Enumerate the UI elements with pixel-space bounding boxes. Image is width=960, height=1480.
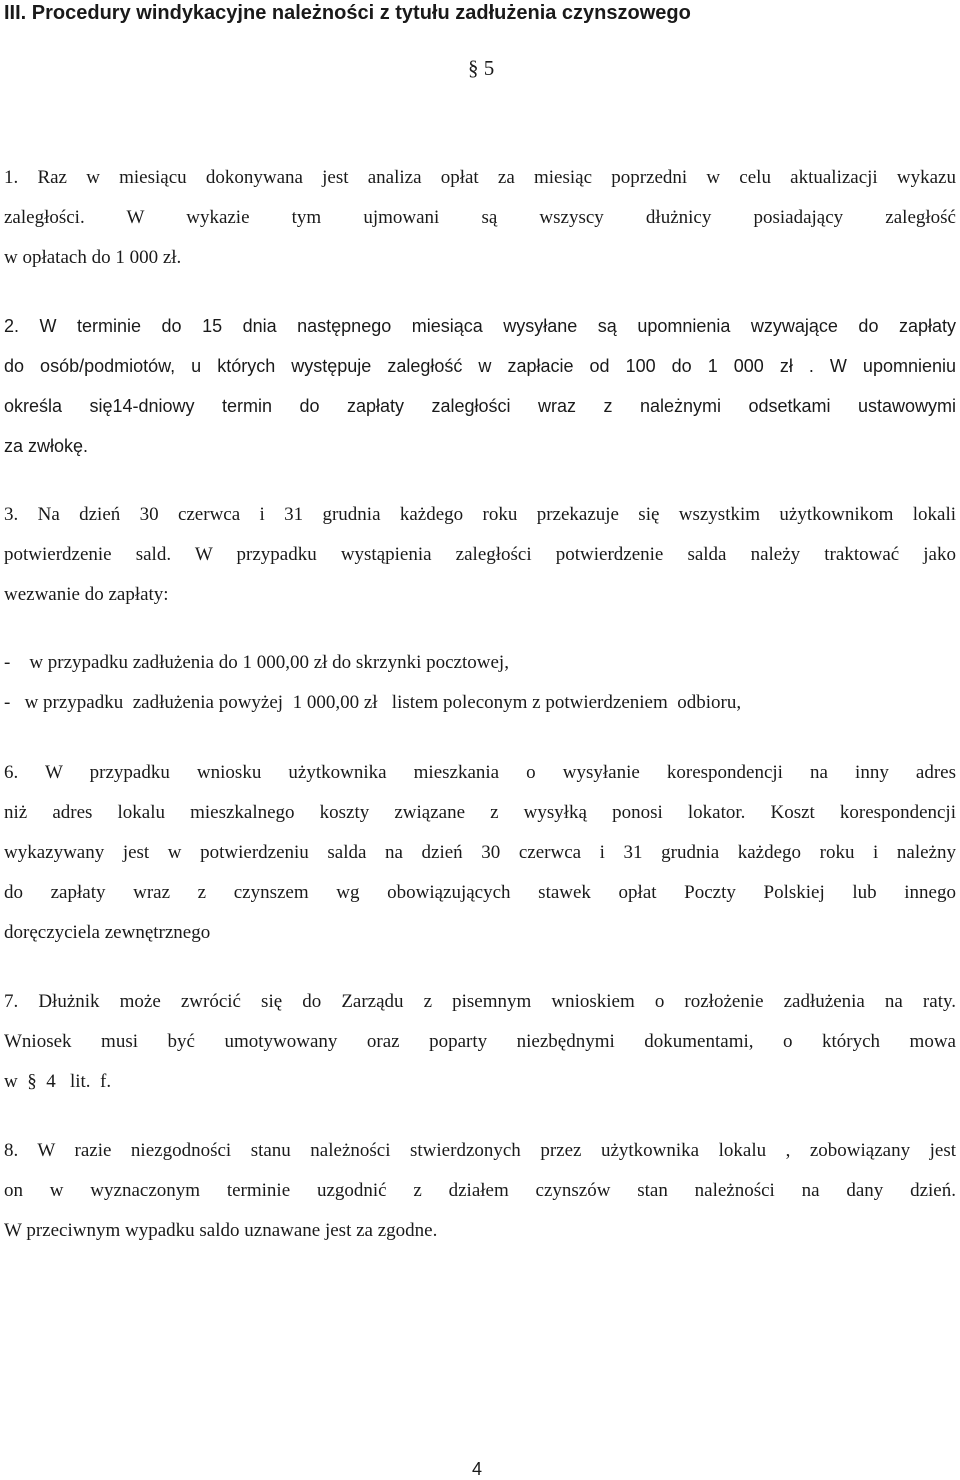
paragraph-line: 1. Raz w miesiącu dokonywana jest analiza opłat za miesiąc poprzedni w celu aktualizacji wykazu (4, 167, 956, 188)
paragraph-line: 7. Dłużnik może zwrócić się do Zarządu z pisemnym wnioskiem o rozłożenie zadłużenia na raty. (4, 991, 956, 1012)
paragraph-line: do zapłaty wraz z czynszem wg obowiązujących stawek opłat Poczty Polskiej lub innego (4, 882, 956, 903)
list-item: - w przypadku zadłużenia powyżej 1 000,00 zł listem poleconym z potwierdzeniem odbioru, (4, 692, 742, 713)
paragraph-1 (4, 158, 956, 278)
paragraph-line: 6. W przypadku wniosku użytkownika mieszkania o wysyłanie korespondencji na inny adres (4, 762, 956, 783)
paragraph-line: wezwanie do zapłaty: (4, 584, 169, 605)
paragraph-line: określa się14-dniowy termin do zapłaty zaległości wraz z należnymi odsetkami ustawowymi (4, 396, 956, 416)
paragraph-line: 2. W terminie do 15 dnia następnego miesiąca wysyłane są upomnienia wzywające do zapłaty (4, 316, 956, 336)
paragraph-line: za zwłokę. (4, 436, 89, 456)
paragraph-line: W przeciwnym wypadku saldo uznawane jest za zgodne. (4, 1220, 438, 1241)
chapter-heading: III. Procedury windykacyjne należności z tytułu zadłużenia czynszowego (4, 2, 691, 24)
paragraph-line: do osób/podmiotów, u których występuje zaległość w zapłacie od 100 do 1 000 zł . W upomnieniu (4, 356, 956, 376)
paragraph-line: w § 4 lit. f. (4, 1071, 112, 1092)
paragraph-line: 8. W razie niezgodności stanu należności stwierdzonych przez użytkownika lokalu , zobowiązany jest (4, 1140, 956, 1161)
list-item: - w przypadku zadłużenia do 1 000,00 zł do skrzynki pocztowej, (4, 652, 509, 673)
paragraph-line: w opłatach do 1 000 zł. (4, 247, 182, 268)
page-number: 4 (472, 1459, 483, 1479)
paragraph-line: potwierdzenie sald. W przypadku wystąpienia zaległości potwierdzenie salda należy traktować jako (4, 544, 956, 565)
section-mark: § 5 (468, 56, 495, 80)
paragraph-line: wykazywany jest w potwierdzeniu salda na dzień 30 czerwca i 31 grudnia każdego roku i należny (4, 842, 956, 863)
paragraph-8 (4, 1131, 956, 1251)
paragraph-line: on w wyznaczonym terminie uzgodnić z działem czynszów stan należności na dany dzień. (4, 1180, 956, 1201)
paragraph-6 (4, 753, 956, 953)
paragraph-3 (4, 495, 956, 615)
paragraph-line: zaległości. W wykazie tym ujmowani są wszyscy dłużnicy posiadający zaległość (4, 207, 956, 228)
paragraph-7 (4, 982, 956, 1102)
paragraph-line: 3. Na dzień 30 czerwca i 31 grudnia każdego roku przekazuje się wszystkim użytkownikom lokali (4, 504, 956, 525)
paragraph-2 (4, 306, 956, 466)
paragraph-line: Wniosek musi być umotywowany oraz poparty niezbędnymi dokumentami, o których mowa (4, 1031, 956, 1052)
paragraph-line: doręczyciela zewnętrznego (4, 922, 211, 943)
paragraph-line: niż adres lokalu mieszkalnego koszty związane z wysyłką ponosi lokator. Koszt korespondencji (4, 802, 956, 823)
bullet-list (4, 643, 956, 723)
